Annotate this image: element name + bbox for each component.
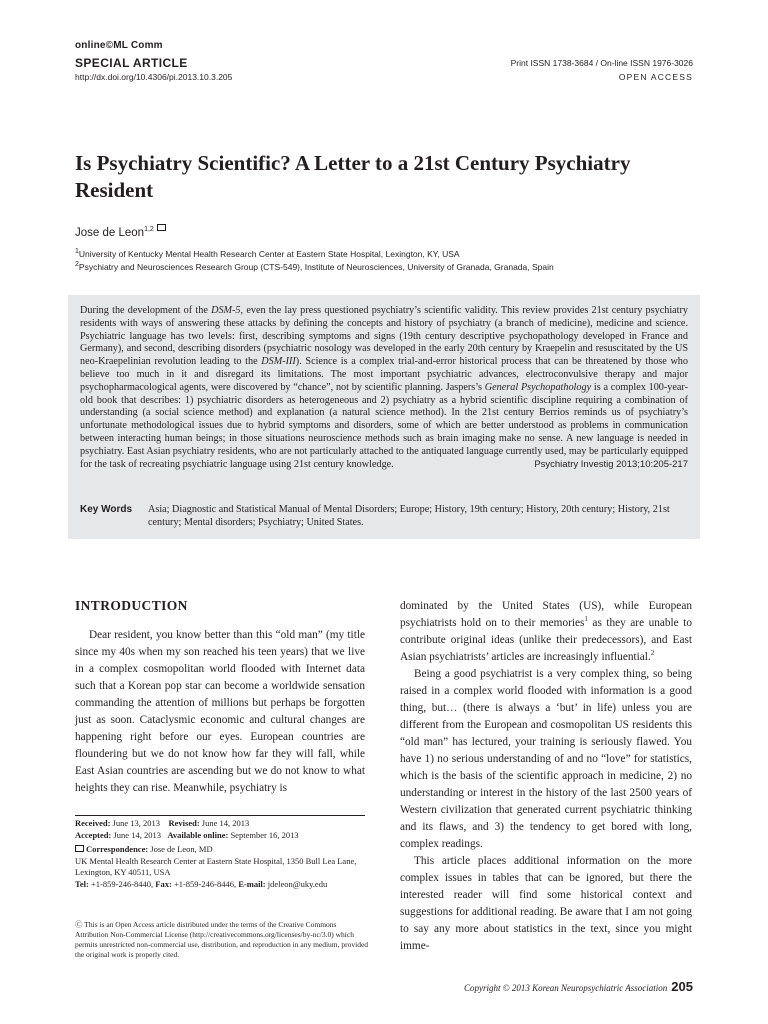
open-access-note: Ⓒ This is an Open Access article distributed under the terms of the Creative Commons Attribution Non-Commercial License (http://creativecommons.org/licenses/by-nc/3.0) which permits unrestricted non-commercial use, distribution, and reproduction in any medium, provided the original work is properly cited. — [75, 920, 369, 959]
affiliation-text: Psychiatry and Neurosciences Research Group (CTS-549), Institute of Neurosciences, University of Granada, Granada, Spain — [78, 262, 554, 272]
abstract-text: is a complex 100-year-old book that describes: 1) psychiatric disorders as heterogeneous and 2) psychiatry as a hybrid scientific discipline requiring a combination of understanding (a social science method) and explanation (a natural science method). In the 21st century Berrios reminds us of psychiatry’s unfortunate methodological issues due to hybrid symptoms and disorders, some of which are better understood as problems in communication between interacting human beings; in those situations neuroscience methods such as brain imaging make no sense. A new language is needed in psychiatry. East Asian psychiatry residents, who are not particularly attached to the antiquated language currently used, may be particularly equipped for the task of recreating psychiatric language using 21st century knowledge. — [80, 381, 688, 470]
tel: +1-859-246-8440, — [90, 878, 154, 889]
date: June 14, 2013 — [201, 818, 250, 828]
body-text: dominated by the United States (US), while European psychiatrists hold on to their memories — [400, 600, 692, 629]
reference-mark[interactable]: 2 — [650, 649, 655, 658]
reference-mark[interactable]: 1 — [584, 615, 588, 624]
email-link[interactable]: jdeleon@uky.edu — [267, 878, 328, 889]
keywords-text: Asia; Diagnostic and Statistical Manual of Mental Disorders; Europe; History, 19th century; History, 20th century; History, 21st century; Mental disorders; Psychiatry; United States. — [148, 504, 670, 528]
open-access-label: OPEN ACCESS — [618, 72, 693, 82]
affiliation-number: 1 — [75, 248, 79, 256]
abstract — [80, 305, 688, 471]
abstract-italic: General Psychopathology — [484, 381, 592, 393]
label: Accepted: — [75, 829, 112, 840]
affiliation-1 — [75, 249, 460, 259]
affiliation-text: University of Kentucky Mental Health Research Center at Eastern State Hospital, Lexington, KY, USA — [78, 249, 460, 259]
copyright: Copyright © 2013 Korean Neuropsychiatric Association — [464, 983, 668, 993]
label: Tel: — [75, 878, 89, 889]
body-paragraph: This article places additional information on the more complex issues in tables that can be ignored, but there the interested reader will find some historical context and suggestions for additional reading. Be aware that I am not going to say any more about statistics in the text, since you might imme- — [400, 855, 692, 952]
right-column — [400, 598, 692, 955]
abstract-text: , even the lay press questioned psychiatry’s scientific validity. This review provides 21st century psychiatry residents with ways of answering these attacks by defining the concepts and history of psychiatry (a branch of medicine), medicine and science. Psychiatric language has two levels: first, describing symptoms and signs (19th century descriptive psychopathology developed in France and Germany), and second, describing disorders (psychiatric nosology was developed in the early 20th century by Kraepelin and resuscitated by the US neo-Kraepelinian revolution leading to the — [80, 305, 688, 368]
date: September 16, 2013 — [230, 829, 299, 840]
envelope-icon — [157, 224, 166, 231]
author-name: Jose de Leon — [75, 227, 145, 239]
abstract-italic: DSM-5 — [211, 305, 241, 316]
abstract-text: ). Science is a complex trial-and-error historical process that can be threatened by those who believe too much in it and disregard its limitations. The most important psychiatric advances, electroconvulsive therapy and major psychopharmacological agents, were discovered by “chance”, not by scientific planning. Jaspers’s — [80, 356, 688, 393]
citation: Psychiatry Investig 2013;10:205-217 — [534, 458, 688, 470]
left-column — [75, 598, 365, 797]
fax: +1-859-246-8446, — [173, 878, 237, 889]
body-text: as they are unable to contribute original ideas (unlike their predecessors), and East Asian psychiatrists’ articles are increasingly influential. — [400, 617, 692, 663]
date: June 14, 2013 — [113, 829, 161, 840]
article-title: Is Psychiatry Scientific? A Letter to a 21st Century Psychiatry Resident — [75, 151, 631, 202]
affiliation-number: 2 — [75, 261, 79, 269]
page-number: 205 — [671, 979, 693, 994]
article-type: SPECIAL ARTICLE — [75, 56, 188, 70]
dates-line-2 — [75, 830, 370, 842]
affiliation-2 — [75, 262, 554, 272]
contact — [75, 879, 370, 891]
author — [75, 224, 166, 239]
doi-link[interactable]: http://dx.doi.org/10.4306/pi.2013.10.3.205 — [75, 72, 233, 82]
date: June 13, 2013 — [112, 818, 160, 828]
footnote-divider — [75, 815, 365, 816]
body-paragraph — [400, 598, 692, 666]
author-affiliation-marks: 1,2 — [144, 226, 154, 234]
journal-logo: online©ML Comm — [75, 40, 163, 51]
keywords-label: Key Words — [80, 504, 133, 515]
abstract-text: During the development of the — [80, 305, 212, 316]
label: Fax: — [155, 878, 172, 889]
label: Revised: — [168, 818, 200, 828]
correspondence — [75, 844, 370, 856]
label: Received: — [75, 818, 111, 828]
label: Correspondence: — [86, 844, 149, 854]
envelope-icon — [75, 845, 84, 852]
body-paragraph: Dear resident, you know better than this “old man” (my title since my 40s when my son reached his teen years) that we live in a complex cosmopolitan world flooded with Internet data such that a Korean pop star can become a worldwide sensation commanding the attention of millions but perhaps be forgotten just as soon. Cataclysmic economic and cultural changes are happening right before our eyes. European countries are floundering but we do not know how far they will fall, while East Asian countries are ascending but we do not know to what heights they can rise. Meanwhile, psychiatry is — [75, 629, 365, 794]
abstract-italic: DSM-III — [261, 356, 296, 368]
label: E-mail: — [238, 878, 266, 889]
address: UK Mental Health Research Center at Eastern State Hospital, 1350 Bull Lea Lane, Lexington, KY 40511, USA — [75, 855, 357, 877]
page-footer — [464, 979, 693, 994]
footnotes — [75, 818, 370, 890]
dates-line-1 — [75, 818, 370, 830]
label: Available online: — [167, 829, 229, 840]
issn: Print ISSN 1738-3684 / On-line ISSN 1976-3026 — [510, 58, 693, 68]
section-heading: INTRODUCTION — [75, 598, 188, 613]
body-paragraph: Being a good psychiatrist is a very complex thing, so being raised in a complex world flooded with information is a good thing, but… (there is always a ‘but’ in life) unless you are different from the European and cosmopolitan US residents this “old man” has lectured, your training is seriously flawed. You have 1) no serious understanding of and no “love” for statistics, which is the basis of the scientific approach in medicine, 2) no understanding or interest in the history of the last 2500 years of Western civilization that generated current psychiatric thinking and its flaws, and 3) the tendency to get bored with long, complex readings. — [400, 668, 692, 850]
corr-name: Jose de Leon, MD — [150, 844, 213, 854]
